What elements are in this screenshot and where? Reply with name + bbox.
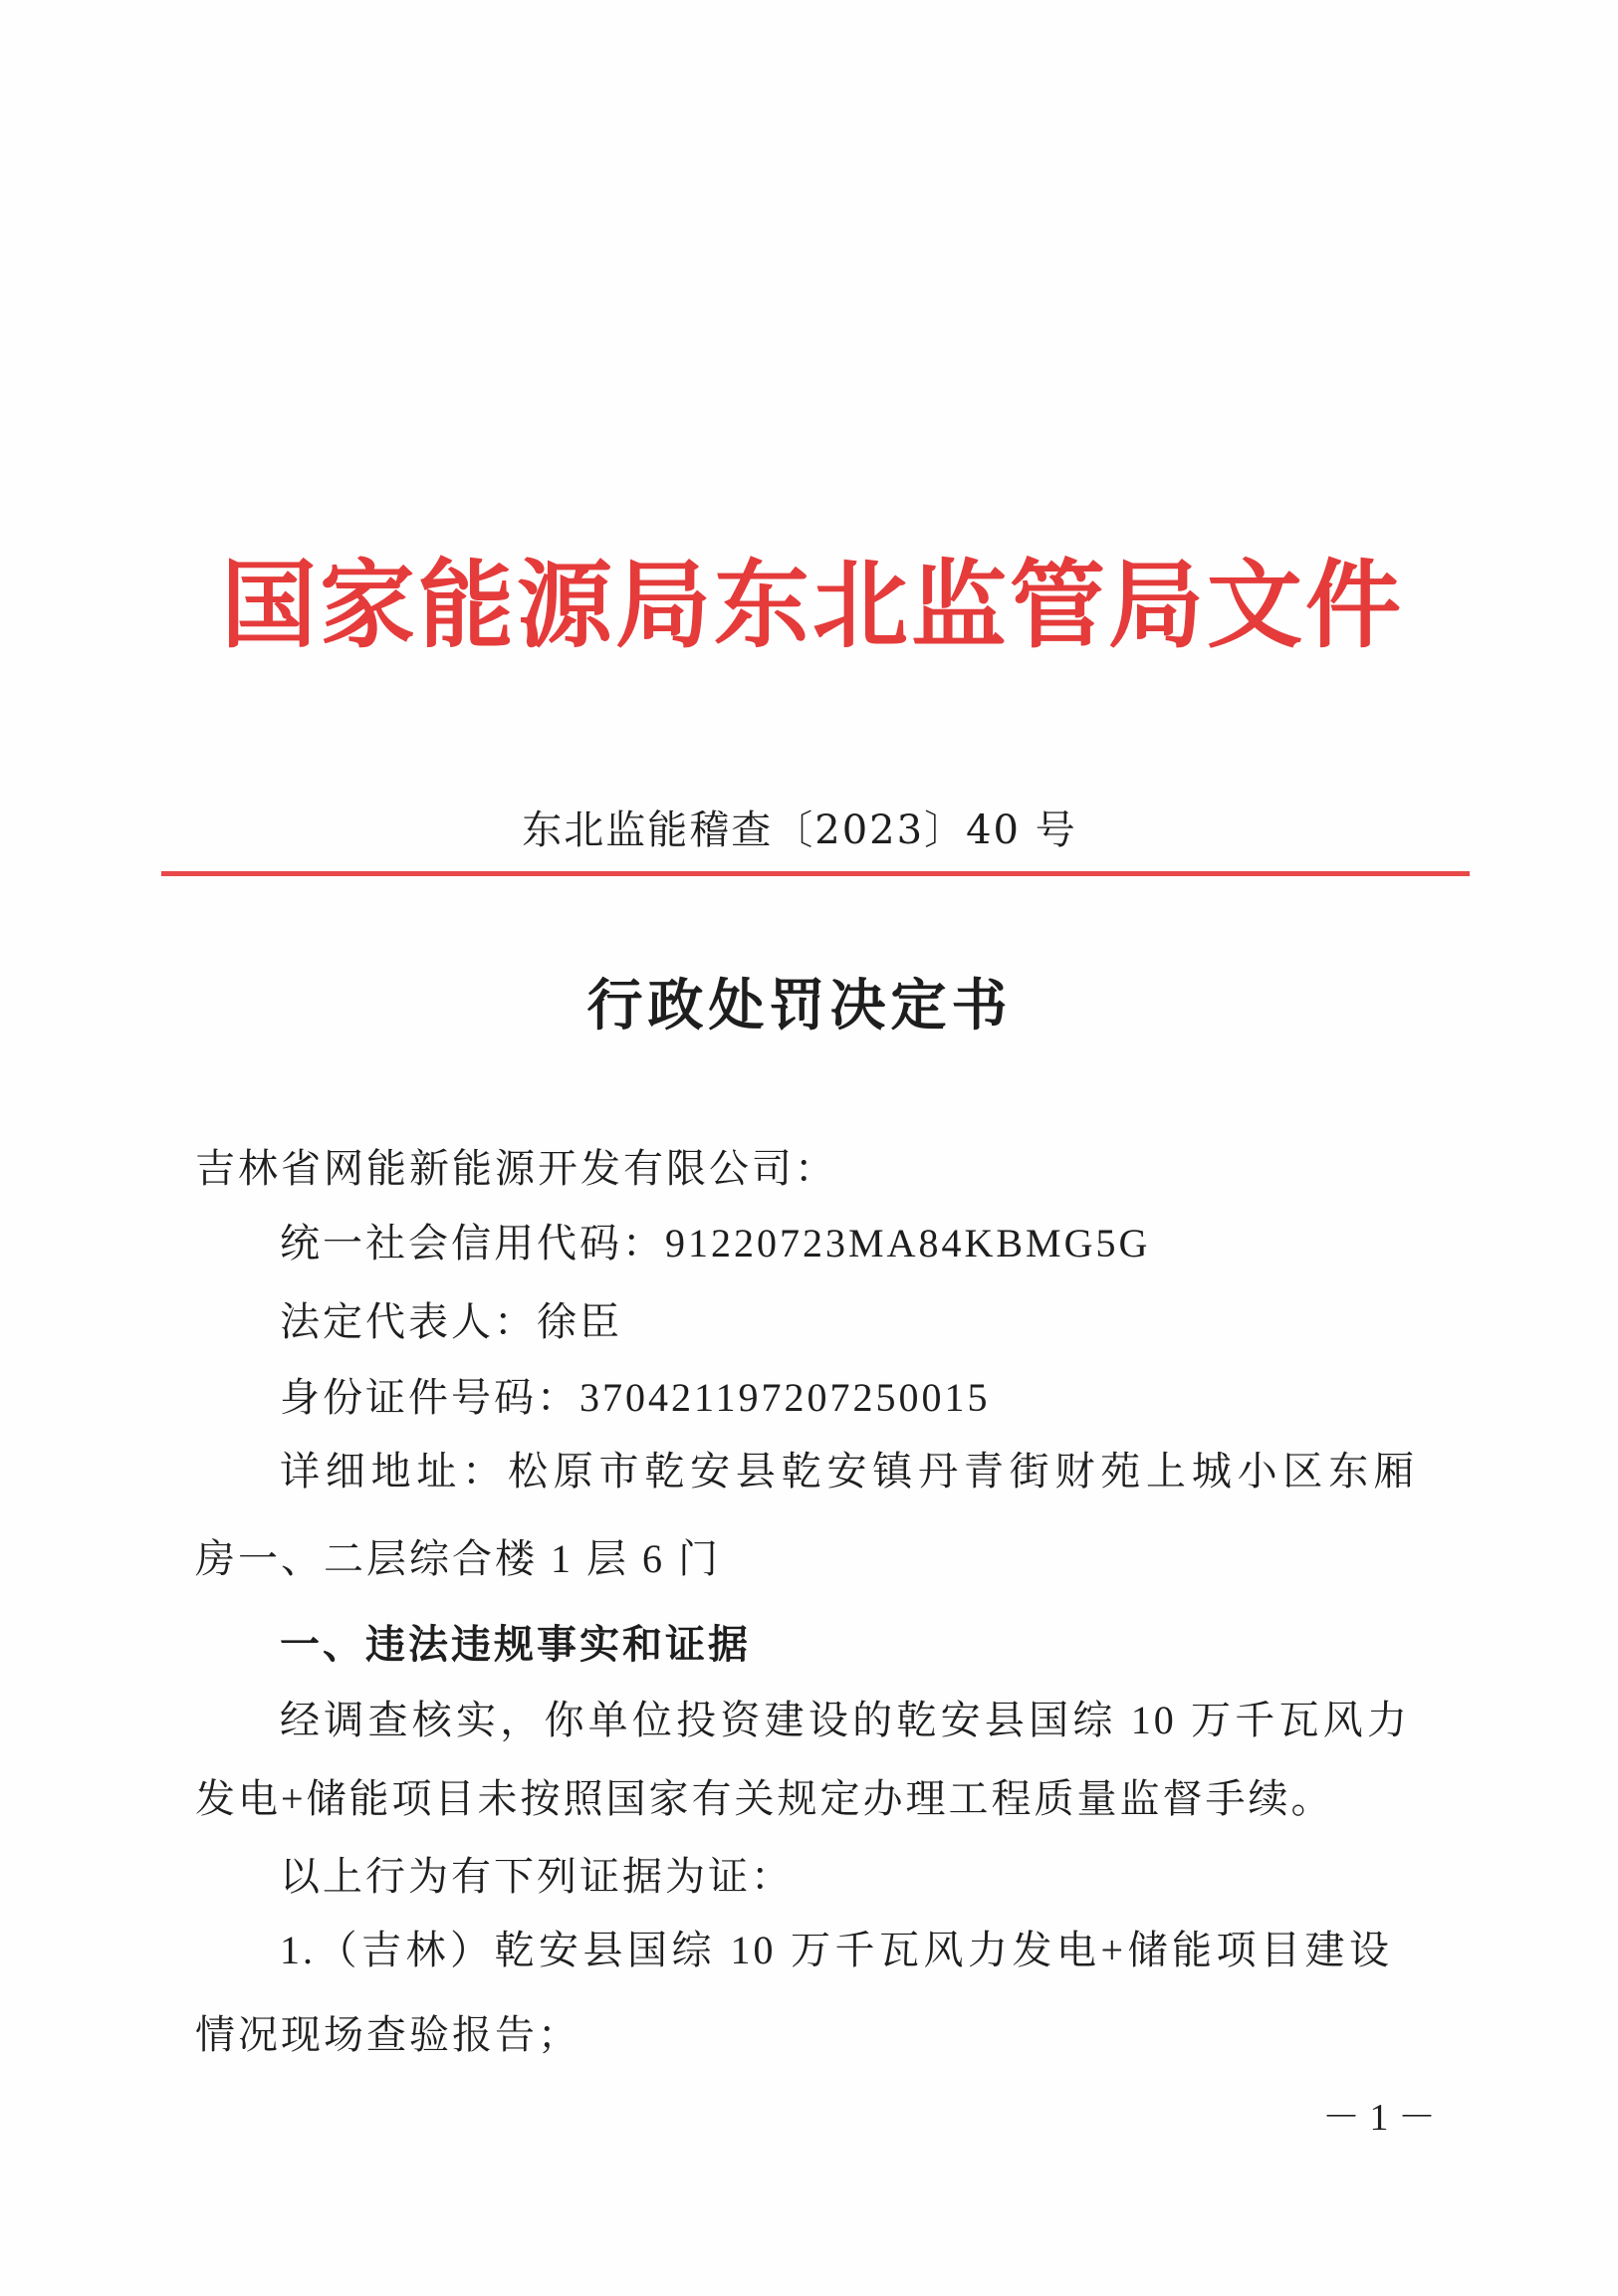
- agency-header-title: 国家能源局东北监管局文件: [221, 549, 1404, 661]
- paragraph-2-line-1: 以上行为有下列证据为证：: [280, 1854, 794, 1899]
- legal-representative-line: 法定代表人：徐臣: [280, 1299, 622, 1344]
- paragraph-3-line-2: 情况现场查验报告；: [195, 2012, 580, 2057]
- credit-code-line: 统一社会信用代码：91220723MA84KBMG5G: [280, 1221, 1151, 1265]
- address-line-1: 详细地址：松原市乾安县乾安镇丹青街财苑上城小区东厢: [280, 1449, 1417, 1493]
- page-number: － 1 －: [1322, 2097, 1437, 2139]
- addressee-line: 吉林省网能新能源开发有限公司：: [195, 1146, 837, 1191]
- document-title: 行政处罚决定书: [586, 973, 1013, 1038]
- paragraph-1-line-1: 经调查核实，你单位投资建设的乾安县国综 10 万千瓦风力: [280, 1698, 1410, 1742]
- red-separator-line: [161, 871, 1470, 876]
- paragraph-3-line-1: 1.（吉林）乾安县国综 10 万千瓦风力发电+储能项目建设: [280, 1928, 1392, 1972]
- address-line-2: 房一、二层综合楼 1 层 6 门: [195, 1536, 721, 1581]
- document-number: 东北监能稽查〔2023〕40 号: [522, 807, 1077, 853]
- section-heading: 一、违法违规事实和证据: [280, 1623, 751, 1667]
- paragraph-1-line-2: 发电+储能项目未按照国家有关规定办理工程质量监督手续。: [195, 1776, 1334, 1821]
- id-number-line: 身份证件号码：370421197207250015: [280, 1375, 991, 1420]
